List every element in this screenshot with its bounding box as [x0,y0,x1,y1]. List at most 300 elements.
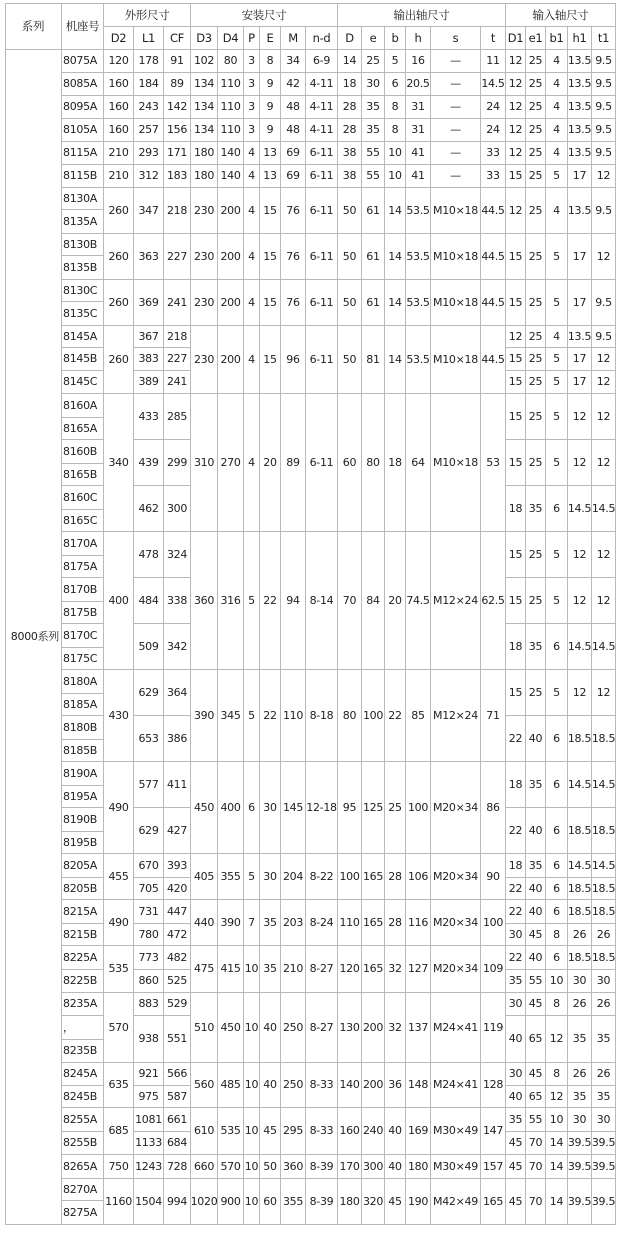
cell-h: 31 [406,119,431,142]
cell-E: 20 [260,394,281,532]
cell-h: 137 [406,993,431,1063]
cell-s: M10×18 [431,326,481,394]
cell-input: 12 [546,1016,568,1063]
cell-L1: 184 [134,73,164,96]
cell-input: 25 [526,50,546,73]
cell-D: 70 [338,532,362,670]
cell-L1: 883 [134,993,164,1016]
cell-input: 25 [526,670,546,716]
cell-P: 10 [244,1108,260,1155]
cell-D2: 570 [104,993,134,1063]
cell-b: 28 [385,854,406,900]
cell-e: 30 [362,73,385,96]
cell-input: 9.5 [592,142,616,165]
cell-input: 45 [526,993,546,1016]
model-cell: 8170C [62,624,104,648]
cell-input: 14.5 [568,762,592,808]
cell-input: 12 [568,440,592,486]
cell-input: 12 [592,348,616,371]
cell-input: 9.5 [592,73,616,96]
cell-M: 250 [281,993,306,1063]
model-cell: 8175C [62,648,104,670]
cell-L1: 439 [134,440,164,486]
cell-h: 127 [406,946,431,993]
col-header-D: D [338,27,362,50]
model-cell: 8130B [62,234,104,256]
cell-input: 8 [546,993,568,1016]
cell-input: 70 [526,1132,546,1155]
cell-input: 14.5 [568,624,592,670]
cell-D2: 685 [104,1108,134,1155]
cell-D4: 345 [218,670,244,762]
col-header-s: s [431,27,481,50]
cell-D4: 140 [218,165,244,188]
cell-nd: 8-33 [306,1108,338,1155]
cell-e: 61 [362,280,385,326]
cell-e: 125 [362,762,385,854]
model-cell: 8145A [62,326,104,348]
cell-input: 9.5 [592,96,616,119]
cell-e: 25 [362,50,385,73]
cell-L1: 478 [134,532,164,578]
cell-E: 15 [260,234,281,280]
cell-CF: 142 [164,96,191,119]
model-cell: 8190B [62,808,104,832]
cell-input: 14.5 [568,486,592,532]
cell-nd: 6-11 [306,142,338,165]
cell-input: 12 [506,188,526,234]
cell-CF: 91 [164,50,191,73]
cell-t: 33 [481,165,506,188]
cell-input: 26 [568,993,592,1016]
model-cell: 8105A [62,119,104,142]
cell-t: 165 [481,1179,506,1225]
cell-b: 10 [385,142,406,165]
cell-E: 15 [260,280,281,326]
cell-input: 14 [546,1155,568,1179]
cell-t: 71 [481,670,506,762]
cell-L1: 577 [134,762,164,808]
cell-input: 25 [526,165,546,188]
cell-L1: 921 [134,1063,164,1086]
model-cell: 8095A [62,96,104,119]
cell-h: 100 [406,762,431,854]
cell-D2: 490 [104,762,134,854]
cell-L1: 389 [134,371,164,394]
cell-nd: 8-22 [306,854,338,900]
cell-P: 3 [244,50,260,73]
cell-input: 15 [506,440,526,486]
cell-D3: 230 [191,188,218,234]
cell-E: 9 [260,119,281,142]
cell-s: M12×24 [431,670,481,762]
model-cell: 8115B [62,165,104,188]
cell-s: — [431,165,481,188]
cell-CF: 156 [164,119,191,142]
model-cell: 8195A [62,786,104,808]
cell-CF: 529 [164,993,191,1016]
col-header-t1: t1 [592,27,616,50]
cell-L1: 369 [134,280,164,326]
cell-h: 53.5 [406,280,431,326]
cell-P: 4 [244,394,260,532]
cell-D3: 510 [191,993,218,1063]
cell-D: 60 [338,394,362,532]
cell-CF: 728 [164,1155,191,1179]
cell-D2: 260 [104,280,134,326]
cell-input: 14.5 [592,486,616,532]
model-cell: 8135A [62,210,104,234]
cell-input: 35 [506,970,526,993]
cell-CF: 447 [164,900,191,924]
model-cell: 8205A [62,854,104,878]
model-cell: 8145C [62,371,104,394]
model-cell: 8195B [62,832,104,854]
cell-E: 30 [260,854,281,900]
cell-D4: 535 [218,1108,244,1155]
cell-D3: 230 [191,280,218,326]
cell-input: 18 [506,486,526,532]
model-cell: 8165C [62,510,104,532]
cell-input: 25 [526,532,546,578]
cell-P: 10 [244,1179,260,1225]
cell-e: 35 [362,119,385,142]
cell-D4: 270 [218,394,244,532]
cell-input: 5 [546,348,568,371]
cell-E: 60 [260,1179,281,1225]
model-cell: 8185B [62,740,104,762]
cell-M: 204 [281,854,306,900]
cell-D: 120 [338,946,362,993]
cell-E: 45 [260,1108,281,1155]
cell-h: 85 [406,670,431,762]
cell-input: 5 [546,280,568,326]
header-install: 安装尺寸 [191,3,338,27]
cell-input: 6 [546,808,568,854]
cell-D: 130 [338,993,362,1063]
col-header-h1: h1 [568,27,592,50]
cell-input: 40 [506,1016,526,1063]
cell-input: 5 [546,440,568,486]
cell-D2: 400 [104,532,134,670]
cell-M: 145 [281,762,306,854]
cell-D4: 450 [218,993,244,1063]
cell-input: 12 [592,670,616,716]
cell-M: 42 [281,73,306,96]
cell-input: 17 [568,165,592,188]
cell-input: 13.5 [568,96,592,119]
col-header-D2: D2 [104,27,134,50]
cell-L1: 705 [134,878,164,900]
cell-L1: 1133 [134,1132,164,1155]
cell-CF: 299 [164,440,191,486]
cell-t: 53 [481,394,506,532]
cell-s: M10×18 [431,394,481,532]
cell-input: 45 [506,1132,526,1155]
cell-h: 53.5 [406,326,431,394]
cell-s: M24×41 [431,1063,481,1108]
cell-D4: 110 [218,73,244,96]
cell-h: 31 [406,96,431,119]
cell-h: 41 [406,165,431,188]
cell-L1: 670 [134,854,164,878]
cell-input: 5 [546,532,568,578]
cell-P: 7 [244,900,260,946]
col-header-e: e [362,27,385,50]
cell-input: 25 [526,280,546,326]
cell-D3: 310 [191,394,218,532]
col-header-b1: b1 [546,27,568,50]
cell-E: 35 [260,900,281,946]
cell-CF: 587 [164,1086,191,1108]
model-cell: 8190A [62,762,104,786]
cell-input: 18.5 [592,946,616,970]
cell-D: 140 [338,1063,362,1108]
cell-E: 40 [260,993,281,1063]
col-header-P: P [244,27,260,50]
cell-CF: 472 [164,924,191,946]
cell-L1: 462 [134,486,164,532]
cell-s: — [431,96,481,119]
model-cell: 8225B [62,970,104,993]
cell-input: 12 [506,50,526,73]
model-cell: 8215B [62,924,104,946]
cell-input: 12 [568,578,592,624]
cell-D2: 210 [104,142,134,165]
cell-L1: 257 [134,119,164,142]
cell-L1: 383 [134,348,164,371]
cell-input: 26 [568,924,592,946]
model-cell: 8175A [62,556,104,578]
cell-t: 62.5 [481,532,506,670]
col-header-D4: D4 [218,27,244,50]
cell-input: 22 [506,878,526,900]
cell-D2: 120 [104,50,134,73]
cell-D3: 440 [191,900,218,946]
cell-input: 14.5 [592,762,616,808]
cell-input: 18.5 [568,808,592,854]
header-outline: 外形尺寸 [104,3,191,27]
cell-D4: 140 [218,142,244,165]
cell-t: 24 [481,119,506,142]
col-header-M: M [281,27,306,50]
cell-D: 160 [338,1108,362,1155]
cell-b: 45 [385,1179,406,1225]
cell-CF: 218 [164,326,191,348]
cell-h: 116 [406,900,431,946]
cell-t: 100 [481,900,506,946]
model-cell: 8245B [62,1086,104,1108]
cell-t: 24 [481,96,506,119]
cell-L1: 178 [134,50,164,73]
cell-input: 6 [546,762,568,808]
cell-input: 12 [546,1086,568,1108]
cell-input: 30 [506,924,526,946]
cell-input: 15 [506,670,526,716]
cell-D2: 160 [104,73,134,96]
cell-D4: 80 [218,50,244,73]
cell-input: 5 [546,165,568,188]
cell-D2: 210 [104,165,134,188]
cell-input: 25 [526,234,546,280]
cell-e: 35 [362,96,385,119]
cell-input: 9.5 [592,188,616,234]
cell-E: 35 [260,946,281,993]
cell-input: 26 [568,1063,592,1086]
cell-D2: 1160 [104,1179,134,1225]
cell-M: 110 [281,670,306,762]
cell-nd: 6-11 [306,165,338,188]
cell-input: 13.5 [568,142,592,165]
model-cell: 8170A [62,532,104,556]
cell-P: 4 [244,142,260,165]
cell-input: 17 [568,371,592,394]
cell-input: 18 [506,624,526,670]
cell-input: 25 [526,119,546,142]
cell-input: 35 [592,1016,616,1063]
cell-nd: 8-14 [306,532,338,670]
cell-P: 3 [244,73,260,96]
cell-input: 12 [506,96,526,119]
cell-input: 39.5 [592,1132,616,1155]
model-cell: 8160A [62,394,104,418]
model-cell: 8180B [62,716,104,740]
cell-L1: 938 [134,1016,164,1063]
cell-s: — [431,142,481,165]
cell-t: 44.5 [481,234,506,280]
cell-input: 30 [568,1108,592,1132]
cell-b: 25 [385,762,406,854]
cell-L1: 509 [134,624,164,670]
cell-D3: 134 [191,73,218,96]
cell-CF: 285 [164,394,191,440]
cell-E: 30 [260,762,281,854]
cell-input: 25 [526,371,546,394]
cell-D: 28 [338,119,362,142]
cell-e: 55 [362,142,385,165]
cell-nd: 8-33 [306,1063,338,1108]
cell-input: 4 [546,142,568,165]
cell-input: 14.5 [592,624,616,670]
cell-input: 22 [506,946,526,970]
cell-CF: 420 [164,878,191,900]
cell-input: 5 [546,371,568,394]
cell-CF: 525 [164,970,191,993]
cell-M: 48 [281,96,306,119]
cell-D3: 560 [191,1063,218,1108]
cell-D4: 390 [218,900,244,946]
cell-input: 4 [546,50,568,73]
cell-D2: 455 [104,854,134,900]
cell-b: 32 [385,993,406,1063]
model-cell: 8115A [62,142,104,165]
cell-e: 165 [362,946,385,993]
cell-e: 200 [362,1063,385,1108]
cell-D: 50 [338,280,362,326]
cell-E: 22 [260,532,281,670]
cell-CF: 994 [164,1179,191,1225]
cell-b: 40 [385,1108,406,1155]
cell-L1: 433 [134,394,164,440]
cell-D2: 160 [104,96,134,119]
model-cell: 8130A [62,188,104,210]
cell-input: 12 [592,371,616,394]
cell-input: 12 [506,119,526,142]
cell-D: 50 [338,234,362,280]
cell-CF: 342 [164,624,191,670]
cell-D3: 390 [191,670,218,762]
cell-D2: 750 [104,1155,134,1179]
cell-b: 18 [385,394,406,532]
cell-P: 3 [244,119,260,142]
cell-input: 65 [526,1086,546,1108]
cell-input: 39.5 [568,1132,592,1155]
cell-input: 15 [506,578,526,624]
series-cell: 8000系列 [5,50,62,1225]
model-cell: 8225A [62,946,104,970]
model-cell: 8145B [62,348,104,371]
cell-D: 95 [338,762,362,854]
cell-D4: 900 [218,1179,244,1225]
cell-L1: 653 [134,716,164,762]
cell-input: 6 [546,946,568,970]
cell-nd: 6-11 [306,394,338,532]
cell-s: M10×18 [431,234,481,280]
cell-M: 203 [281,900,306,946]
cell-input: 10 [546,970,568,993]
cell-s: M30×49 [431,1155,481,1179]
cell-input: 40 [526,900,546,924]
cell-L1: 243 [134,96,164,119]
cell-M: 355 [281,1179,306,1225]
cell-nd: 6-11 [306,326,338,394]
cell-input: 12 [568,670,592,716]
cell-input: 6 [546,878,568,900]
cell-P: 4 [244,234,260,280]
model-cell: 8075A [62,50,104,73]
cell-b: 22 [385,670,406,762]
cell-P: 10 [244,993,260,1063]
model-cell: 8130C [62,280,104,302]
cell-CF: 89 [164,73,191,96]
cell-D4: 316 [218,532,244,670]
cell-E: 8 [260,50,281,73]
cell-D: 80 [338,670,362,762]
model-cell: 8205B [62,878,104,900]
cell-input: 39.5 [568,1179,592,1225]
cell-t: 109 [481,946,506,993]
cell-E: 9 [260,73,281,96]
cell-e: 55 [362,165,385,188]
col-header-n-d: n-d [306,27,338,50]
cell-t: 90 [481,854,506,900]
cell-D2: 340 [104,394,134,532]
cell-b: 40 [385,1155,406,1179]
cell-input: 25 [526,578,546,624]
cell-s: M24×41 [431,993,481,1063]
cell-h: 180 [406,1155,431,1179]
cell-input: 55 [526,1108,546,1132]
cell-input: 45 [526,924,546,946]
cell-input: 14.5 [568,854,592,878]
cell-input: 14 [546,1132,568,1155]
cell-t: 44.5 [481,326,506,394]
cell-D2: 430 [104,670,134,762]
cell-b: 14 [385,234,406,280]
cell-b: 14 [385,280,406,326]
cell-L1: 367 [134,326,164,348]
cell-D3: 1020 [191,1179,218,1225]
